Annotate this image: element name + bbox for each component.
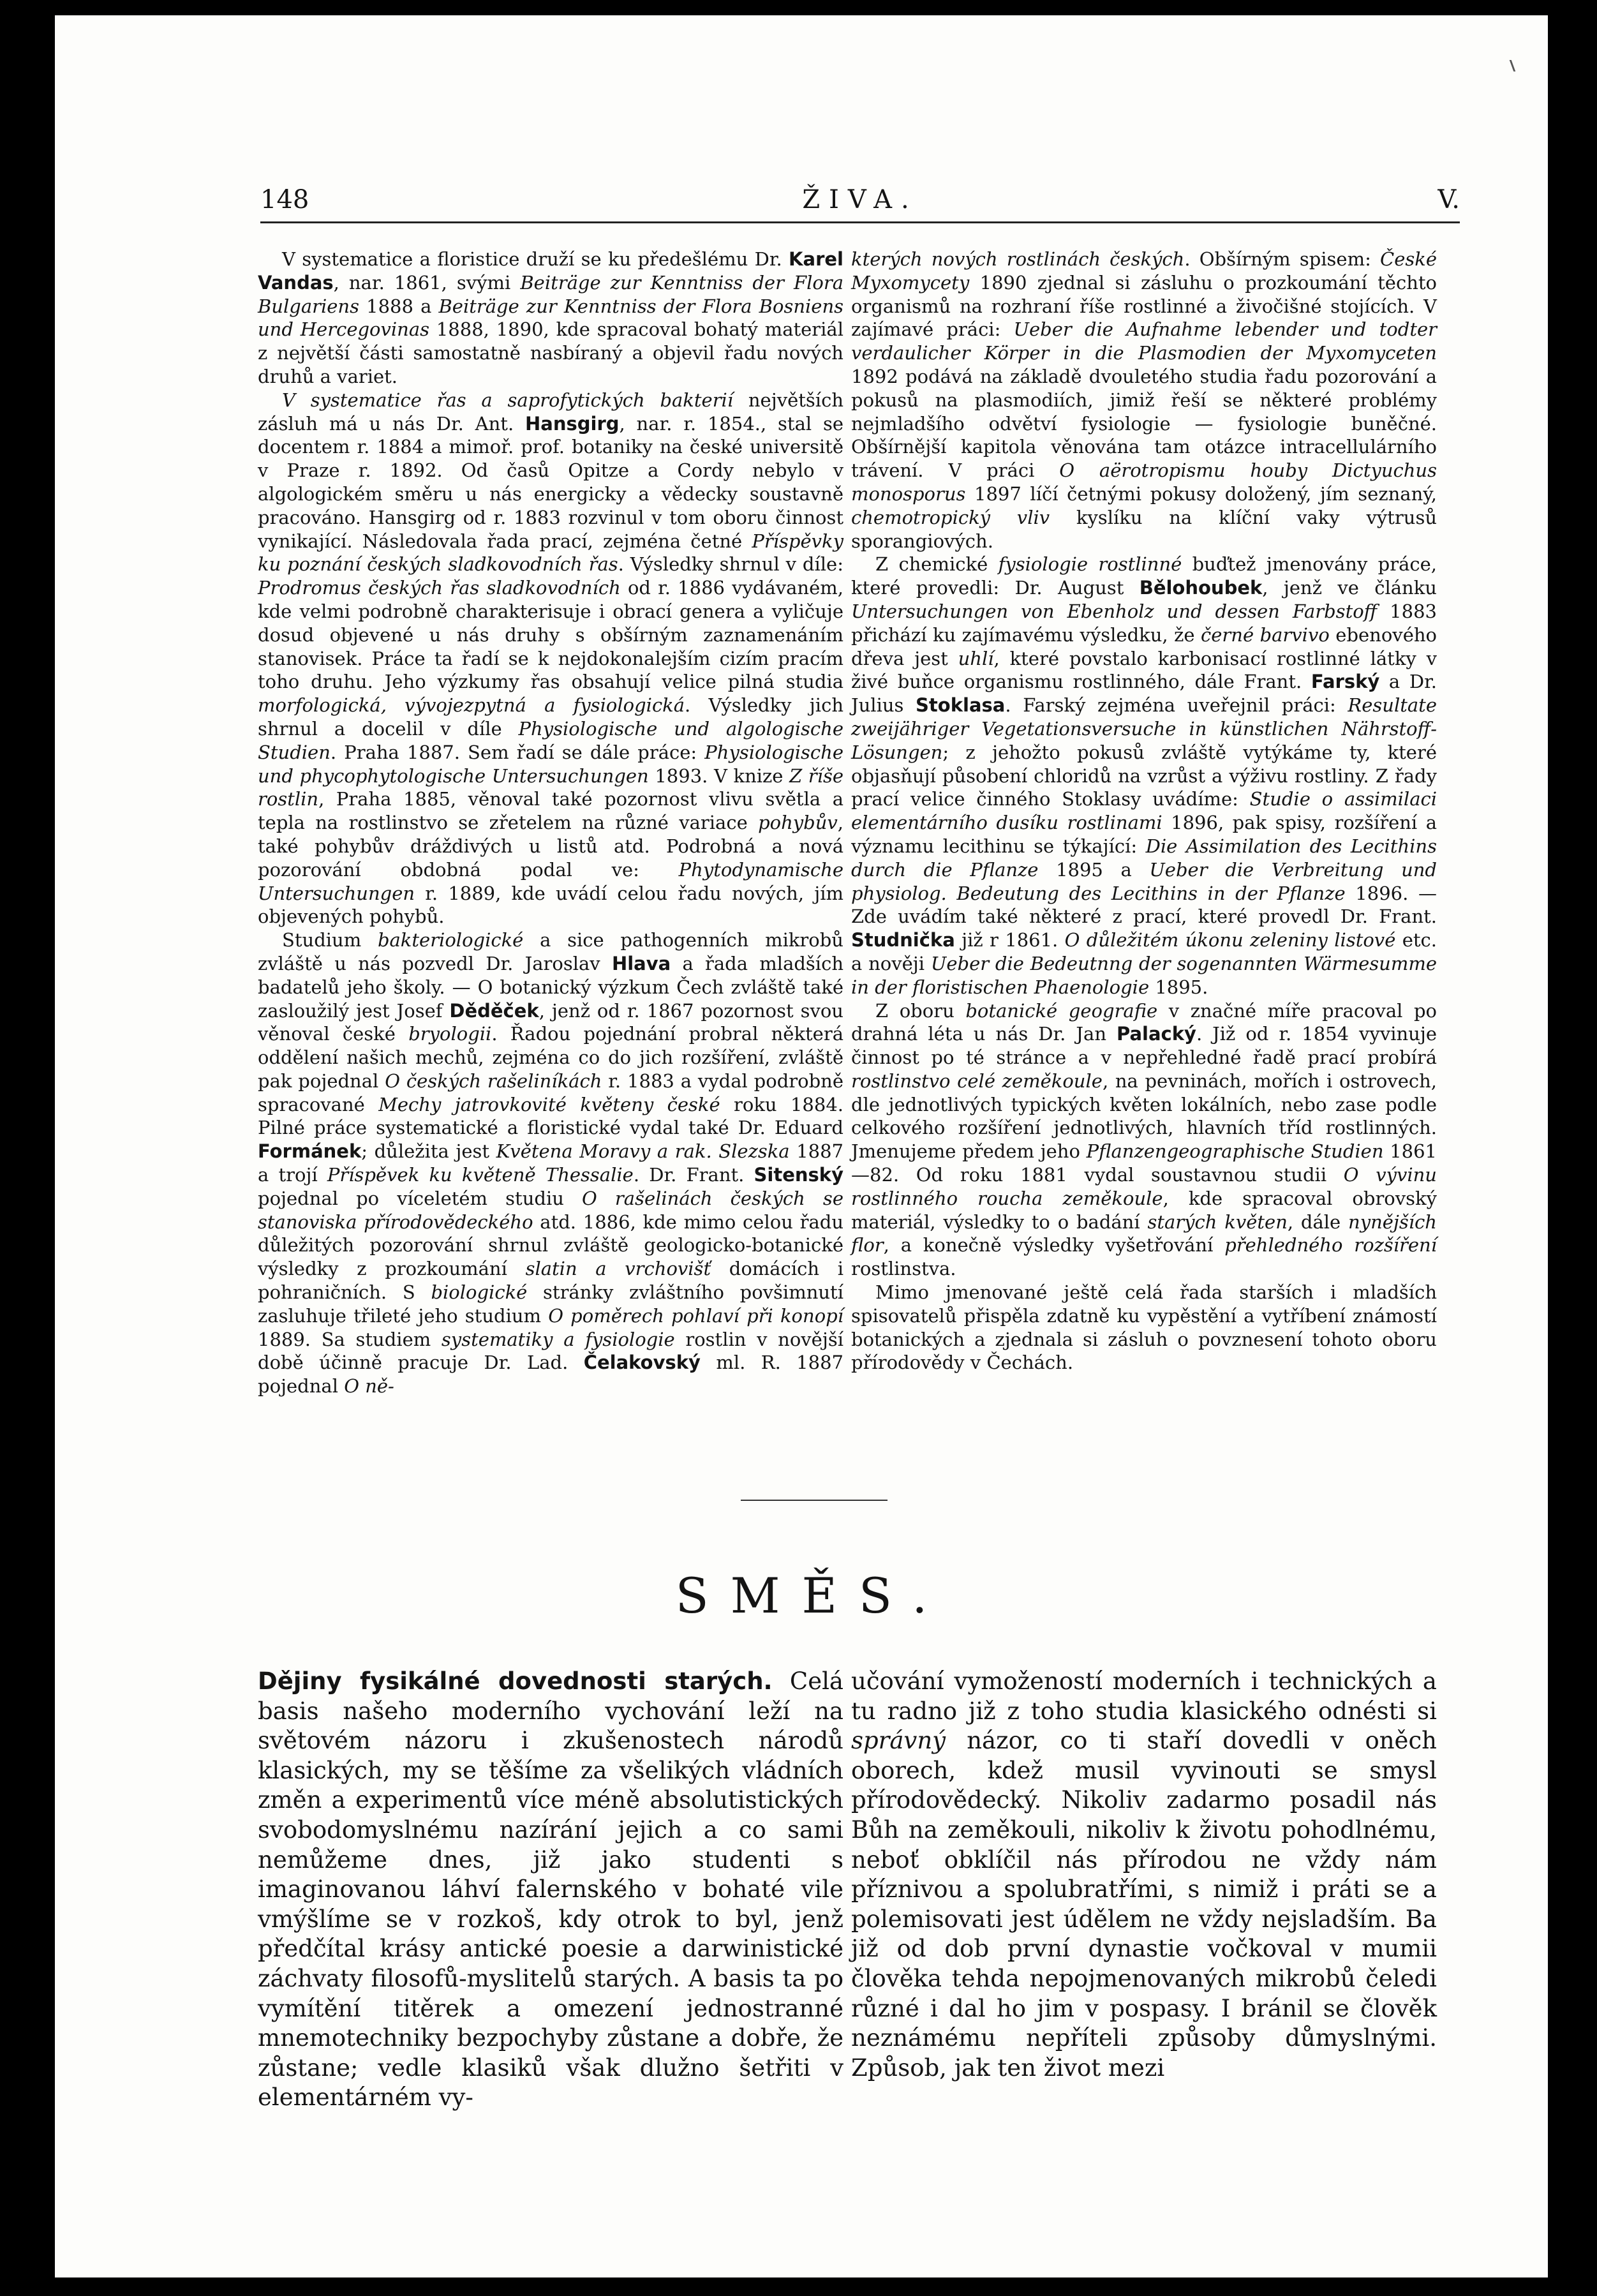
text-span: 1888 a bbox=[359, 295, 439, 317]
text-span: ml. R. 1887 pojednal bbox=[258, 1352, 843, 1398]
text-span: 1861—82. Od roku 1881 vydal soustavnou studii bbox=[851, 1140, 1437, 1186]
text-span: V systematice řas a saprofytických bakterií bbox=[282, 389, 734, 411]
text-span: černé barvivo bbox=[1201, 623, 1330, 646]
text-span: 1889. Sa studiem bbox=[258, 1328, 442, 1350]
paragraph-dejiny-continued bbox=[851, 1667, 1437, 2083]
text-span: Z říše rostlin bbox=[258, 764, 843, 810]
text-span: kterých nových rostlinách českých bbox=[851, 248, 1185, 270]
text-span: 1896, pak spisy, rozšíření a významu lecithinu se týkající: bbox=[851, 812, 1437, 857]
text-span: r. 1889, kde uvádí celou řadu nových, jím objevených pohybů. bbox=[258, 882, 843, 928]
paragraph-mimo-jmenovane bbox=[851, 1281, 1437, 1375]
text-span: , jenž od r. 1867 pozornost svou věnoval české bbox=[258, 999, 843, 1045]
text-span: bakteriologické bbox=[377, 929, 524, 951]
text-span: r. 1883 a vydal podrobně spracované bbox=[258, 1070, 843, 1115]
text-span: , na pevninách, mořích i ostrovech, dle jednotlivých typických květen lokálních, nebo zase podle celkového rozšíření jednotlivých, hlavních tříd rostlinných. Jmenujeme předem jeho bbox=[851, 1070, 1437, 1163]
text-span: , kde spracoval obrovský materiál, výsledky to o badání bbox=[851, 1187, 1437, 1233]
section-title: SMĚS. bbox=[675, 1567, 949, 1624]
text-span: systematiky a fysiologie bbox=[441, 1328, 675, 1350]
text-span: pojednal po víceletém studiu bbox=[258, 1187, 583, 1209]
text-span: , dále bbox=[1287, 1211, 1349, 1233]
text-span: atd. 1886, kde mimo celou řadu důležitých pozorování shrnul zvláště geologicko-botanické výsledky z prozkoumání bbox=[258, 1211, 844, 1280]
name-belohoubek: Bělohoubek bbox=[1139, 577, 1263, 599]
text-span: morfologická, vývojezpytná a fysiologická bbox=[258, 694, 685, 717]
name-vandas: Karel Vandas bbox=[258, 248, 843, 294]
text-span: O rašelinách českých se stanoviska přírodovědeckého bbox=[258, 1187, 843, 1233]
paragraph-bakteriologie bbox=[258, 928, 843, 1398]
paragraph-botanicka-geografie bbox=[851, 999, 1437, 1281]
name-dedecek: Děděček bbox=[449, 999, 539, 1022]
scan-mark bbox=[1510, 60, 1525, 71]
text-span: 1887 a trojí bbox=[258, 1140, 843, 1186]
text-span: V systematice a floristice druží se ku předešlému Dr. bbox=[282, 248, 789, 270]
text-span: Pflanzengeographische Studien bbox=[1086, 1140, 1384, 1163]
text-span: ebenového dřeva jest bbox=[851, 623, 1437, 669]
text-span: ; z jehožto pokusů zvláště vytýkáme ty, které objasňují působení chloridů na vzrůst a výživu rostliny. Z řady prací velice činného Stoklasy uvádíme: bbox=[851, 741, 1437, 810]
text-span: . Praha 1887. Sem řadí se dále práce: bbox=[330, 741, 705, 763]
text-span: Studium bbox=[282, 929, 378, 951]
text-span: , a konečně výsledky vyšetřování bbox=[883, 1234, 1225, 1256]
text-span: ; důležita jest bbox=[361, 1140, 496, 1163]
text-span: Phytodynamische Untersuchungen bbox=[258, 858, 843, 904]
text-span: . Řadou pojednání probral některá oddělení našich mechů, zejména co do jich rozšíření, zvláště pak pojednal bbox=[258, 1023, 843, 1092]
text-span: . Dr. Frant. bbox=[633, 1164, 754, 1186]
text-span: , jenž ve článku bbox=[1262, 577, 1437, 599]
text-span: Physiologische und phycophytologische Untersuchungen bbox=[258, 741, 843, 787]
paragraph-myxomycety bbox=[851, 248, 1437, 553]
article-heading: Dějiny fysikálné dovednosti starých. bbox=[258, 1667, 773, 1695]
text-span: učování vymožeností moderních i technických a tu radno již z toho studia klasického odnésti si bbox=[851, 1667, 1437, 1725]
text-span: , nar. r. 1854., stal se docentem r. 1884 a mimoř. prof. botaniky na české universitě v Praze r. 1892. Od časů Opitze a Cordy nebylo v algologickém směru u nás energicky a vědecky soustavně pracováno. Hansgirg od r. 1883 rozvinul v tom oboru činnost vynikající. Následovala řada prací, zejména četné bbox=[258, 412, 844, 552]
text-span: 1892 podává na základě dvouletého studia řadu pozorování a pokusů na plasmodiích, jimiž řeší se některé problémy nejmladšího odvětví fysiologie — fysiologie buněčné. Obšírnější kapitola věnována tam otázce intracellulárního trávení. V práci bbox=[851, 365, 1437, 482]
text-span: . Obšírným spisem: bbox=[1184, 248, 1381, 270]
name-stoklasa: Stoklasa bbox=[916, 694, 1006, 717]
text-span: uhlí bbox=[958, 647, 994, 669]
text-span: názor, co ti staří dovedli v oněch oborech, kdež musil vyvinouti se smysl přírodovědecký. Nikoliv zadarmo posadil nás Bůh na zeměkouli, nikoliv k životu pohodlnému, neboť obklíčil nás přírodou ne vždy nám příznivou a spolubratřími, s nimiž i práti se a polemisovati jest údělem ne vždy nejsladším. Ba již od dob první dynastie vočkoval v mumii člověka tehda nepojmenovaných mikrobů čeledi různé i dal ho jim v pospasy. I bránil se člověk neznámému nepříteli způsoby důmyslnými. Způsob, jak ten život mezi bbox=[851, 1727, 1437, 2082]
text-span: v značné míře pracoval po drahná léta u nás Dr. Jan bbox=[851, 999, 1437, 1045]
paragraph-chemicka-fysiologie bbox=[851, 553, 1437, 999]
text-span: stránky zvláštního povšimnutí zasluhuje třileté jeho studium bbox=[258, 1281, 843, 1327]
name-celakovsky: Čelakovský bbox=[583, 1352, 701, 1374]
text-span: již r 1861. bbox=[954, 929, 1065, 951]
text-span: Die Assimilation des Lecithins durch die Pflanze bbox=[851, 835, 1437, 881]
name-farsky: Farský bbox=[1311, 671, 1380, 693]
text-span: správný bbox=[851, 1727, 946, 1755]
text-span: , Praha 1885, věnoval také pozornost vlivu světla a tepla na rostlinstvo se zřetelem na různé variace bbox=[258, 788, 843, 834]
text-span: fysiologie rostlinné bbox=[998, 553, 1182, 576]
text-span: pohybův bbox=[758, 812, 838, 834]
running-header bbox=[260, 175, 1460, 213]
text-span: Ueber die Verbreitung und physiolog. Bedeutung des Lecithins in der Pflanze bbox=[851, 858, 1437, 904]
text-span: Resultate zweijähriger Vegetationsversuche in künstlichen Nährstoff-Lösungen bbox=[851, 694, 1437, 763]
text-span: etc. a nověji bbox=[851, 929, 1437, 974]
text-span: O českých rašeliníkách bbox=[385, 1070, 602, 1092]
text-span: buďtež jmenovány práce, které provedli: Dr. August bbox=[851, 553, 1437, 599]
text-span: roku 1884. Pilné práce systematické a floristické vydal také Dr. Eduard bbox=[258, 1093, 844, 1139]
text-span: O důležitém úkonu zeleniny listové bbox=[1064, 929, 1396, 951]
paragraph-dejiny bbox=[258, 1667, 843, 2113]
paragraph-hansgirg bbox=[258, 389, 843, 928]
text-span: Celá basis našeho moderního vychování leží na světovém názoru i zkušenostech národů klasických, my se těšíme za všelikých vládních změn a experimentů více méně absolutistických svobodomyslnému nazírání jejich a co sami nemůžeme dnes, již jako studenti s imaginovanou láhví falernského v bohaté vile vmýšlíme se v rozkoš, kdy otrok to byl, jenž předčítal krásy antické poesie a darwinistické záchvaty filosofů-myslitelů starých. A basis ta po vymítění titěrek a omezení jednostranné mnemotechniky bezpochyby zůstane a dobře, že zůstane; vedle klasiků však dlužno šetřiti v elementárném vy- bbox=[258, 1667, 843, 2112]
text-span: Studie o assimilaci elementárního dusíku rostlinami bbox=[851, 788, 1437, 834]
text-span: Z oboru bbox=[875, 999, 966, 1022]
text-span: starých květen bbox=[1147, 1211, 1288, 1233]
name-studnicka: Studnička bbox=[851, 929, 955, 951]
text-span: nynějších flor bbox=[851, 1211, 1437, 1256]
volume-number: V. bbox=[1437, 185, 1460, 214]
text-span: rostlinstva. bbox=[851, 1258, 956, 1280]
text-span: největších zásluh má u nás Dr. Ant. bbox=[258, 389, 843, 435]
page bbox=[55, 15, 1548, 2277]
text-span: . Již od r. 1854 vyvinuje činnost po té stránce a v nepřehledné řadě prací probírá bbox=[851, 1023, 1437, 1069]
text-span: . Výsledky jich shrnul a docelil v díle bbox=[258, 694, 843, 740]
text-span: domácích i pohraničních. S bbox=[258, 1258, 843, 1304]
text-span: 1893. V knize bbox=[648, 764, 790, 787]
text-span: a sice pathogenních mikrobů zvláště u nás pozvedl Dr. Jaroslav bbox=[258, 929, 843, 974]
text-span: Příspěvek ku květeně Thessalie bbox=[327, 1164, 634, 1186]
section-divider bbox=[741, 1500, 888, 1501]
text-span: bryologii bbox=[408, 1023, 492, 1045]
text-span: Beiträge zur Kenntniss der Flora Bosniens und Hercegovinas bbox=[258, 295, 843, 341]
text-span: , také pohybův dráždivých u listů atd. Podrobná a nová pozorování obdobná podal ve: bbox=[258, 812, 843, 881]
text-span: Ueber die Aufnahme lebender und todter verdaulicher Körper in die Plasmodien der Myxomyceten bbox=[851, 318, 1437, 364]
text-span: 1896. — Zde uvádím také některé z prací, které provedl Dr. Frant. bbox=[851, 882, 1437, 928]
right-column bbox=[851, 248, 1437, 1375]
smes-left-column bbox=[258, 1667, 843, 2113]
text-span: rostlin v novější době účinně pracuje Dr. Lad. bbox=[258, 1328, 843, 1374]
text-span: České Myxomycety bbox=[851, 248, 1437, 294]
page-number: 148 bbox=[260, 185, 309, 214]
text-span: Květena Moravy a rak. Slezska bbox=[496, 1140, 790, 1163]
journal-title: ŽIVA. bbox=[802, 185, 918, 214]
text-span: 1883 přichází ku zajímavému výsledku, že bbox=[851, 600, 1437, 646]
text-span: rostlinstvo celé zeměkoule bbox=[851, 1070, 1103, 1092]
text-span: , které povstalo karbonisací rostlinné látky v živé buňce organismu rostlinného, dále Frant. bbox=[851, 647, 1437, 693]
header-rule bbox=[260, 221, 1460, 223]
text-span: Z chemické bbox=[875, 553, 999, 576]
smes-right-column bbox=[851, 1667, 1437, 2083]
name-formanek: Formánek bbox=[258, 1140, 362, 1163]
name-hansgirg: Hansgirg bbox=[525, 412, 620, 435]
name-hlava: Hlava bbox=[611, 952, 671, 974]
text-span: přehledného rozšíření bbox=[1224, 1234, 1437, 1256]
text-span: biologické bbox=[431, 1281, 528, 1304]
paragraph-vandas bbox=[258, 248, 843, 389]
left-column bbox=[258, 248, 843, 1398]
text-span: . Výsledky shrnul v díle: bbox=[618, 553, 843, 576]
text-span: a Dr. Julius bbox=[851, 671, 1437, 717]
text-span: kyslíku na klíční vaky výtrusů sporangiových. bbox=[851, 506, 1437, 552]
text-span: 1895 a bbox=[1038, 858, 1150, 881]
text-span: slatin a vrchovišť bbox=[525, 1258, 711, 1280]
text-span: 1897 líčí četnými pokusy doložený, jím seznaný, bbox=[965, 482, 1437, 505]
text-span: Physiologische und algologische Studien bbox=[258, 717, 843, 763]
text-span: . Farský zejména uveřejnil práci: bbox=[1005, 694, 1348, 717]
name-palacky: Palacký bbox=[1117, 1023, 1196, 1045]
text-span: Untersuchungen von Ebenholz und dessen Farbstoff bbox=[851, 600, 1378, 622]
text-span: 1890 zjednal si zásluhu o prozkoumání těchto organismů na rozhraní říše rostlinné a živočišné stojících. V zajímavé práci: bbox=[851, 271, 1437, 341]
text-span: 1895. bbox=[1149, 976, 1208, 998]
text-span: Prodromus českých řas sladkovodních bbox=[258, 577, 621, 599]
text-span: a řada mladších badatelů jeho školy. — O botanický výzkum Čech zvláště také zasloužilý jest Josef bbox=[258, 952, 843, 1022]
text-span: O poměrech pohlaví při konopí bbox=[548, 1304, 843, 1327]
text-span: botanické geografie bbox=[965, 999, 1158, 1022]
name-sitensky: Sitenský bbox=[754, 1164, 844, 1186]
text-span: O aërotropismu houby Dictyuchus monosporus bbox=[851, 459, 1437, 505]
text-span: , nar. 1861, svými bbox=[333, 271, 521, 294]
text-span: Ueber die Bedeutnng der sogenannten Wärmesumme in der floristischen Phaenologie bbox=[851, 952, 1437, 998]
text-span: Příspěvky ku poznání českých sladkovodních řas bbox=[258, 530, 843, 576]
text-span: od r. 1886 vydávaném, kde velmi podrobně charakterisuje i obrací genera a vyličuje dosud objevené u nás druhy s obšírným zaznamenáním stanovisek. Práce ta řadí se k nejdokonalejším cizím pracím toho druhu. Jeho výzkumy řas obsahují velice pilná studia bbox=[258, 577, 843, 693]
text-span: chemotropický vliv bbox=[851, 506, 1050, 528]
text-span: 1888, 1890, kde spracoval bohatý materiál z největší části samostatně nasbíraný a objevil řadu nových druhů a variet. bbox=[258, 318, 843, 387]
text-span: Mimo jmenované ještě celá řada starších i mladších spisovatelů přispěla zdatně ku vypěstění a vytříbení známostí botanických a zjednala si zásluh o povznesení tohoto oboru přírodovědy v Čechách. bbox=[851, 1281, 1437, 1374]
text-span: O ně- bbox=[344, 1375, 394, 1398]
text-span: O vývinu rostlinného roucha zeměkoule bbox=[851, 1164, 1437, 1209]
text-span: Beiträge zur Kenntniss der Flora Bulgariens bbox=[258, 271, 843, 317]
text-span: Mechy jatrovkovité květeny české bbox=[378, 1093, 720, 1115]
